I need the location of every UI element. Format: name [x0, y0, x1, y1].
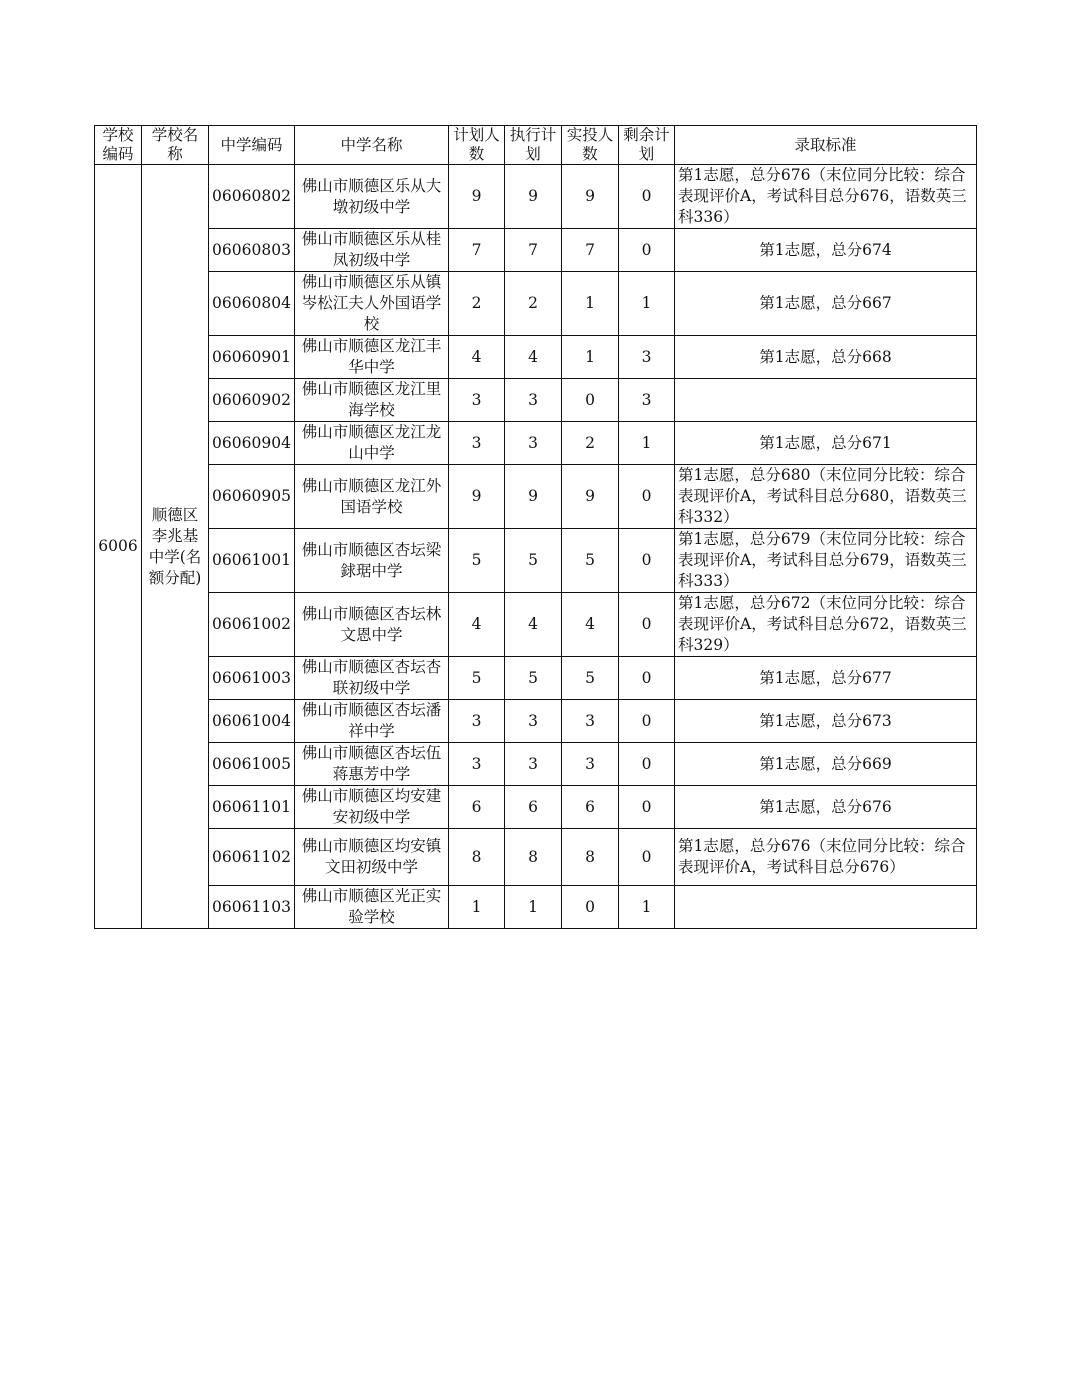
middle-name-cell: 佛山市顺德区光正实验学校 — [295, 886, 449, 929]
header-middle-code: 中学编码 — [209, 126, 295, 165]
standard-cell: 第1志愿，总分676（末位同分比较：综合表现评价A，考试科目总分676） — [675, 829, 977, 886]
remaining-cell: 0 — [619, 529, 675, 593]
actual-cell: 9 — [562, 465, 619, 529]
table-row — [95, 229, 977, 272]
executed-cell: 6 — [505, 786, 562, 829]
header-actual: 实投人数 — [562, 126, 619, 165]
actual-cell: 3 — [562, 743, 619, 786]
standard-cell: 第1志愿，总分676（末位同分比较：综合表现评价A，考试科目总分676，语数英三科336） — [675, 165, 977, 229]
header-row — [95, 126, 977, 165]
plan-cell: 4 — [449, 336, 505, 379]
school-code-cell: 6006 — [95, 165, 142, 929]
table-row — [95, 272, 977, 336]
plan-cell: 4 — [449, 593, 505, 657]
standard-cell: 第1志愿，总分677 — [675, 657, 977, 700]
standard-cell — [675, 379, 977, 422]
remaining-cell: 1 — [619, 422, 675, 465]
middle-code-cell: 06061003 — [209, 657, 295, 700]
middle-name-cell: 佛山市顺德区杏坛潘祥中学 — [295, 700, 449, 743]
executed-cell: 3 — [505, 743, 562, 786]
remaining-cell: 3 — [619, 379, 675, 422]
table-row — [95, 786, 977, 829]
standard-cell: 第1志愿，总分672（末位同分比较：综合表现评价A，考试科目总分672，语数英三科329） — [675, 593, 977, 657]
middle-name-cell: 佛山市顺德区龙江里海学校 — [295, 379, 449, 422]
standard-cell: 第1志愿，总分669 — [675, 743, 977, 786]
table-row — [95, 465, 977, 529]
middle-code-cell: 06060803 — [209, 229, 295, 272]
table-row — [95, 700, 977, 743]
middle-name-cell: 佛山市顺德区龙江丰华中学 — [295, 336, 449, 379]
actual-cell: 4 — [562, 593, 619, 657]
remaining-cell: 1 — [619, 272, 675, 336]
actual-cell: 6 — [562, 786, 619, 829]
table-row — [95, 422, 977, 465]
middle-code-cell: 06061002 — [209, 593, 295, 657]
standard-cell: 第1志愿，总分676 — [675, 786, 977, 829]
middle-code-cell: 06061102 — [209, 829, 295, 886]
table-row — [95, 529, 977, 593]
middle-code-cell: 06061005 — [209, 743, 295, 786]
plan-cell: 5 — [449, 657, 505, 700]
actual-cell: 2 — [562, 422, 619, 465]
middle-code-cell: 06060905 — [209, 465, 295, 529]
actual-cell: 3 — [562, 700, 619, 743]
actual-cell: 1 — [562, 272, 619, 336]
executed-cell: 7 — [505, 229, 562, 272]
remaining-cell: 1 — [619, 886, 675, 929]
plan-cell: 1 — [449, 886, 505, 929]
middle-name-cell: 佛山市顺德区杏坛伍蒋惠芳中学 — [295, 743, 449, 786]
remaining-cell: 3 — [619, 336, 675, 379]
middle-code-cell: 06060902 — [209, 379, 295, 422]
middle-name-cell: 佛山市顺德区乐从大墩初级中学 — [295, 165, 449, 229]
actual-cell: 0 — [562, 886, 619, 929]
standard-cell: 第1志愿，总分680（末位同分比较：综合表现评价A，考试科目总分680，语数英三科332） — [675, 465, 977, 529]
executed-cell: 9 — [505, 165, 562, 229]
actual-cell: 5 — [562, 529, 619, 593]
actual-cell: 9 — [562, 165, 619, 229]
standard-cell: 第1志愿，总分679（末位同分比较：综合表现评价A，考试科目总分679，语数英三科333） — [675, 529, 977, 593]
plan-cell: 9 — [449, 465, 505, 529]
executed-cell: 3 — [505, 422, 562, 465]
header-executed: 执行计划 — [505, 126, 562, 165]
remaining-cell: 0 — [619, 165, 675, 229]
school-name-cell: 顺德区李兆基中学(名额分配) — [142, 165, 209, 929]
middle-name-cell: 佛山市顺德区均安建安初级中学 — [295, 786, 449, 829]
plan-cell: 3 — [449, 422, 505, 465]
plan-cell: 7 — [449, 229, 505, 272]
middle-code-cell: 06061004 — [209, 700, 295, 743]
plan-cell: 3 — [449, 743, 505, 786]
header-middle-name: 中学名称 — [295, 126, 449, 165]
table-row — [95, 336, 977, 379]
actual-cell: 1 — [562, 336, 619, 379]
middle-code-cell: 06060901 — [209, 336, 295, 379]
remaining-cell: 0 — [619, 593, 675, 657]
actual-cell: 8 — [562, 829, 619, 886]
standard-cell: 第1志愿，总分667 — [675, 272, 977, 336]
plan-cell: 5 — [449, 529, 505, 593]
middle-code-cell: 06061001 — [209, 529, 295, 593]
header-standard: 录取标准 — [675, 126, 977, 165]
table-row — [95, 165, 977, 229]
actual-cell: 0 — [562, 379, 619, 422]
plan-cell: 8 — [449, 829, 505, 886]
middle-name-cell: 佛山市顺德区杏坛杏联初级中学 — [295, 657, 449, 700]
table-row — [95, 657, 977, 700]
middle-code-cell: 06060904 — [209, 422, 295, 465]
header-school-code: 学校编码 — [95, 126, 142, 165]
table-row — [95, 886, 977, 929]
standard-cell: 第1志愿，总分668 — [675, 336, 977, 379]
executed-cell: 4 — [505, 593, 562, 657]
executed-cell: 3 — [505, 700, 562, 743]
remaining-cell: 0 — [619, 465, 675, 529]
remaining-cell: 0 — [619, 829, 675, 886]
executed-cell: 1 — [505, 886, 562, 929]
executed-cell: 9 — [505, 465, 562, 529]
admission-table — [94, 125, 977, 929]
executed-cell: 2 — [505, 272, 562, 336]
remaining-cell: 0 — [619, 700, 675, 743]
plan-cell: 3 — [449, 700, 505, 743]
table-row — [95, 829, 977, 886]
header-remaining: 剩余计划 — [619, 126, 675, 165]
standard-cell: 第1志愿，总分674 — [675, 229, 977, 272]
middle-name-cell: 佛山市顺德区均安镇文田初级中学 — [295, 829, 449, 886]
middle-code-cell: 06060802 — [209, 165, 295, 229]
middle-name-cell: 佛山市顺德区龙江外国语学校 — [295, 465, 449, 529]
table-row — [95, 743, 977, 786]
middle-name-cell: 佛山市顺德区杏坛林文恩中学 — [295, 593, 449, 657]
executed-cell: 5 — [505, 657, 562, 700]
plan-cell: 9 — [449, 165, 505, 229]
middle-code-cell: 06060804 — [209, 272, 295, 336]
middle-name-cell: 佛山市顺德区乐从镇岑松江夫人外国语学校 — [295, 272, 449, 336]
middle-code-cell: 06061103 — [209, 886, 295, 929]
actual-cell: 5 — [562, 657, 619, 700]
executed-cell: 3 — [505, 379, 562, 422]
plan-cell: 6 — [449, 786, 505, 829]
remaining-cell: 0 — [619, 229, 675, 272]
executed-cell: 4 — [505, 336, 562, 379]
plan-cell: 2 — [449, 272, 505, 336]
plan-cell: 3 — [449, 379, 505, 422]
remaining-cell: 0 — [619, 657, 675, 700]
executed-cell: 8 — [505, 829, 562, 886]
middle-name-cell: 佛山市顺德区龙江龙山中学 — [295, 422, 449, 465]
middle-name-cell: 佛山市顺德区乐从桂凤初级中学 — [295, 229, 449, 272]
actual-cell: 7 — [562, 229, 619, 272]
header-plan: 计划人数 — [449, 126, 505, 165]
table-row — [95, 379, 977, 422]
middle-code-cell: 06061101 — [209, 786, 295, 829]
table-row — [95, 593, 977, 657]
remaining-cell: 0 — [619, 743, 675, 786]
middle-name-cell: 佛山市顺德区杏坛梁銶琚中学 — [295, 529, 449, 593]
standard-cell: 第1志愿，总分671 — [675, 422, 977, 465]
executed-cell: 5 — [505, 529, 562, 593]
header-school-name: 学校名称 — [142, 126, 209, 165]
standard-cell: 第1志愿，总分673 — [675, 700, 977, 743]
remaining-cell: 0 — [619, 786, 675, 829]
standard-cell — [675, 886, 977, 929]
